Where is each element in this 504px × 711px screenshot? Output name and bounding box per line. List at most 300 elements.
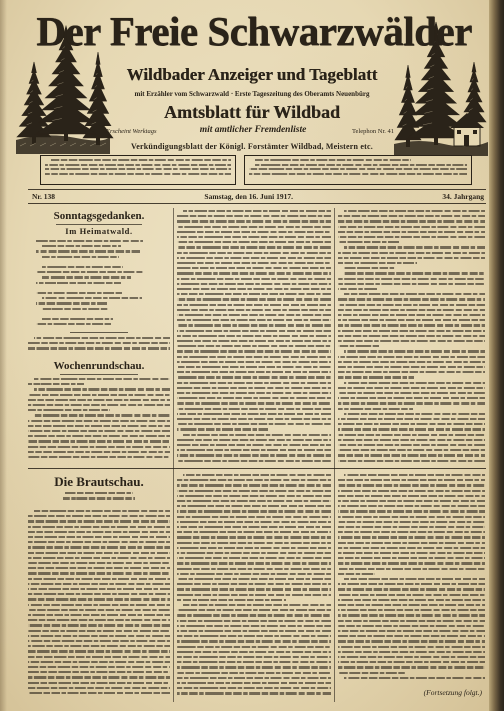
text-line bbox=[177, 516, 331, 518]
text-line bbox=[338, 557, 485, 559]
text-line bbox=[34, 414, 170, 416]
text-line bbox=[28, 624, 170, 626]
text-line bbox=[338, 449, 485, 451]
text-line bbox=[28, 425, 170, 427]
text-line bbox=[177, 392, 331, 394]
text-line bbox=[255, 159, 411, 161]
text-line bbox=[338, 666, 485, 668]
text-line bbox=[42, 276, 131, 278]
text-line bbox=[177, 625, 331, 627]
text-line bbox=[338, 516, 485, 518]
text-line bbox=[338, 583, 485, 585]
text-line bbox=[177, 661, 331, 663]
text-line bbox=[177, 423, 331, 425]
text-line bbox=[338, 428, 485, 430]
article-text bbox=[28, 337, 170, 357]
dateline-rule-bottom bbox=[28, 203, 486, 204]
text-line bbox=[183, 434, 331, 436]
wochenrundschau-heading: Wochenrundschau. bbox=[53, 360, 145, 372]
text-line bbox=[338, 392, 485, 394]
text-line bbox=[177, 272, 331, 274]
text-line bbox=[177, 620, 331, 622]
text-line bbox=[28, 578, 170, 580]
text-line bbox=[338, 588, 485, 590]
text-line bbox=[177, 588, 331, 590]
text-line bbox=[28, 562, 170, 564]
text-line bbox=[177, 526, 331, 528]
text-line bbox=[338, 635, 485, 637]
text-line bbox=[177, 666, 331, 668]
text-line bbox=[338, 609, 485, 611]
text-line bbox=[28, 619, 170, 621]
text-line bbox=[28, 609, 170, 611]
text-line bbox=[177, 536, 331, 538]
text-line bbox=[28, 645, 170, 647]
article-text bbox=[338, 210, 485, 466]
newspaper-subtitle: Wildbader Anzeiger und Tageblatt bbox=[126, 65, 378, 84]
heading-rule bbox=[60, 374, 138, 375]
text-line bbox=[177, 682, 331, 684]
volume-number: 34. Jahrgang bbox=[442, 192, 484, 201]
text-line bbox=[177, 547, 331, 549]
text-line bbox=[338, 625, 485, 627]
text-line bbox=[338, 547, 485, 549]
text-line bbox=[28, 682, 170, 684]
text-line bbox=[338, 505, 485, 507]
text-line bbox=[177, 350, 331, 352]
text-line bbox=[338, 594, 485, 596]
text-line bbox=[28, 661, 170, 663]
text-line bbox=[177, 651, 331, 653]
text-line bbox=[338, 298, 485, 300]
text-line bbox=[34, 378, 170, 380]
text-line bbox=[338, 215, 485, 217]
text-line bbox=[177, 635, 331, 637]
text-line bbox=[338, 304, 485, 306]
text-line bbox=[338, 521, 485, 523]
official-gazette-subtitle: mit amtlicher Fremdenliste bbox=[199, 125, 307, 135]
official-gazette-title: Amtsblatt für Wildbad bbox=[163, 102, 341, 122]
text-line bbox=[28, 671, 170, 673]
telephone-number: Telephon Nr. 41 bbox=[352, 128, 394, 135]
text-line bbox=[177, 542, 331, 544]
article-text bbox=[177, 210, 331, 466]
text-line bbox=[28, 435, 170, 437]
story-text bbox=[28, 510, 170, 702]
text-line bbox=[36, 271, 143, 273]
text-line bbox=[338, 500, 485, 502]
text-line bbox=[177, 449, 331, 451]
brautschau-heading: Die Brautschau. bbox=[54, 474, 144, 489]
text-line bbox=[177, 382, 331, 384]
text-line bbox=[338, 510, 485, 512]
text-line bbox=[177, 231, 331, 233]
text-line bbox=[338, 283, 485, 285]
text-line bbox=[338, 366, 485, 368]
text-line bbox=[177, 345, 331, 347]
text-line bbox=[28, 541, 170, 543]
text-line bbox=[177, 366, 331, 368]
text-line bbox=[338, 335, 485, 337]
text-line bbox=[177, 408, 331, 410]
text-line bbox=[177, 454, 331, 456]
text-line bbox=[338, 226, 485, 228]
text-line bbox=[338, 614, 485, 616]
text-line bbox=[45, 164, 231, 166]
text-line bbox=[338, 257, 485, 259]
text-line bbox=[344, 382, 485, 384]
text-line bbox=[28, 583, 170, 585]
text-line bbox=[177, 236, 331, 238]
text-line bbox=[28, 630, 170, 632]
text-line bbox=[177, 439, 331, 441]
text-line bbox=[36, 323, 111, 325]
text-line bbox=[28, 430, 170, 432]
text-line bbox=[338, 646, 485, 648]
text-line bbox=[177, 444, 331, 446]
text-line bbox=[338, 330, 485, 332]
text-line bbox=[28, 347, 170, 349]
page-edge-shadow bbox=[0, 0, 7, 711]
text-line bbox=[177, 215, 331, 217]
text-line bbox=[28, 440, 170, 442]
text-line bbox=[177, 677, 331, 679]
text-line bbox=[177, 252, 331, 254]
text-line bbox=[177, 314, 331, 316]
section-separator bbox=[70, 332, 128, 333]
text-line bbox=[177, 413, 331, 415]
text-line bbox=[177, 495, 331, 497]
text-line bbox=[177, 531, 331, 533]
text-line bbox=[338, 444, 485, 446]
text-line bbox=[338, 552, 485, 554]
text-line bbox=[177, 505, 331, 507]
text-line bbox=[338, 345, 379, 347]
text-line bbox=[28, 557, 170, 559]
text-line bbox=[177, 376, 331, 378]
small-print bbox=[249, 159, 467, 181]
heading-rule bbox=[56, 224, 142, 225]
text-line bbox=[177, 356, 331, 358]
text-line bbox=[177, 692, 331, 694]
text-line bbox=[34, 388, 170, 390]
text-line bbox=[177, 562, 331, 564]
text-line bbox=[177, 319, 331, 321]
text-line bbox=[338, 542, 485, 544]
text-line bbox=[338, 241, 399, 243]
text-line bbox=[338, 651, 485, 653]
text-line bbox=[28, 676, 170, 678]
text-line bbox=[338, 288, 377, 290]
text-line bbox=[338, 640, 485, 642]
text-line bbox=[28, 692, 170, 694]
text-line bbox=[338, 599, 485, 601]
text-line bbox=[338, 484, 485, 486]
text-line bbox=[177, 460, 331, 462]
sonntagsgedanken-heading: Sonntagsgedanken. bbox=[53, 210, 145, 222]
text-line bbox=[338, 531, 485, 533]
text-line bbox=[51, 159, 231, 161]
text-line bbox=[177, 397, 331, 399]
text-line bbox=[28, 656, 170, 658]
text-line bbox=[249, 173, 467, 175]
text-line bbox=[177, 656, 331, 658]
dateline-rule-top bbox=[28, 189, 486, 190]
text-line bbox=[28, 593, 170, 595]
text-line bbox=[338, 252, 485, 254]
text-line bbox=[344, 413, 485, 415]
text-line bbox=[338, 340, 485, 342]
text-line bbox=[28, 394, 170, 396]
text-line bbox=[177, 288, 331, 290]
text-line bbox=[34, 337, 170, 339]
text-line bbox=[45, 168, 231, 170]
text-line bbox=[338, 454, 485, 456]
text-line bbox=[28, 383, 84, 385]
text-line bbox=[338, 397, 485, 399]
text-line bbox=[338, 604, 485, 606]
text-line bbox=[177, 557, 331, 559]
text-line bbox=[338, 278, 485, 280]
text-line bbox=[28, 598, 170, 600]
text-line bbox=[28, 650, 170, 652]
text-line bbox=[28, 420, 170, 422]
text-line bbox=[177, 335, 331, 337]
binding-edge bbox=[489, 0, 504, 711]
text-line bbox=[338, 526, 485, 528]
text-line bbox=[177, 418, 331, 420]
text-line bbox=[338, 661, 485, 663]
issue-number: Nr. 138 bbox=[32, 192, 56, 201]
text-line bbox=[28, 687, 170, 689]
text-line bbox=[177, 583, 331, 585]
text-line bbox=[338, 361, 485, 363]
text-line bbox=[177, 241, 331, 243]
text-line bbox=[183, 604, 331, 606]
dateline bbox=[32, 192, 484, 202]
text-line bbox=[177, 309, 331, 311]
text-line bbox=[28, 409, 110, 411]
text-line bbox=[338, 460, 485, 462]
story-text bbox=[338, 474, 485, 684]
text-line bbox=[177, 283, 331, 285]
text-line bbox=[28, 635, 170, 637]
text-line bbox=[177, 599, 286, 601]
text-line bbox=[42, 308, 108, 310]
text-line bbox=[177, 278, 331, 280]
text-line bbox=[255, 164, 467, 166]
text-line bbox=[177, 298, 331, 300]
column-rule bbox=[173, 208, 174, 702]
text-line bbox=[183, 210, 331, 212]
text-line bbox=[338, 376, 414, 378]
issue-date: Samstag, den 16. Juni 1917. bbox=[204, 192, 293, 201]
feuilleton-rule bbox=[28, 468, 486, 469]
text-line bbox=[177, 387, 331, 389]
text-line bbox=[177, 324, 331, 326]
text-line bbox=[177, 226, 331, 228]
text-line bbox=[249, 168, 467, 170]
text-line bbox=[338, 324, 485, 326]
article-text bbox=[28, 378, 170, 466]
publisher-note: Verkündigungsblatt der Königl. Forstämter Wildbad, Meistern etc. bbox=[131, 142, 373, 151]
text-line bbox=[177, 552, 331, 554]
continued-note: (Fortsetzung folgt.) bbox=[423, 688, 482, 697]
text-line bbox=[338, 620, 485, 622]
text-line bbox=[344, 474, 485, 476]
small-print bbox=[45, 159, 231, 181]
text-line bbox=[28, 515, 170, 517]
text-line bbox=[344, 293, 485, 295]
text-line bbox=[338, 479, 485, 481]
text-line bbox=[177, 646, 331, 648]
text-line bbox=[183, 474, 331, 476]
text-line bbox=[28, 640, 170, 642]
story-byline bbox=[40, 492, 158, 506]
text-line bbox=[177, 428, 268, 430]
text-line bbox=[36, 282, 121, 284]
text-line bbox=[42, 256, 119, 258]
text-line bbox=[338, 408, 413, 410]
text-line bbox=[177, 246, 331, 248]
text-line bbox=[36, 250, 140, 252]
text-line bbox=[28, 456, 170, 458]
text-line bbox=[177, 479, 331, 481]
story-text bbox=[177, 474, 331, 702]
poem-title: Im Heimatwald. bbox=[65, 226, 133, 236]
text-line bbox=[28, 572, 170, 574]
text-line bbox=[177, 594, 331, 596]
text-line bbox=[338, 656, 485, 658]
text-line bbox=[28, 399, 170, 401]
text-line bbox=[177, 371, 331, 373]
text-line bbox=[338, 220, 485, 222]
text-line bbox=[177, 687, 331, 689]
text-line bbox=[344, 677, 485, 679]
text-line bbox=[177, 672, 331, 674]
text-line bbox=[28, 446, 170, 448]
text-line bbox=[36, 240, 143, 242]
text-line bbox=[177, 490, 331, 492]
text-line bbox=[28, 536, 170, 538]
text-line bbox=[36, 302, 107, 304]
text-line bbox=[28, 552, 170, 554]
text-line bbox=[28, 404, 170, 406]
text-line bbox=[344, 350, 485, 352]
poem-text bbox=[34, 240, 166, 330]
text-line bbox=[177, 609, 331, 611]
text-line bbox=[28, 567, 170, 569]
text-line bbox=[344, 210, 485, 212]
text-line bbox=[177, 510, 331, 512]
text-line bbox=[177, 630, 331, 632]
text-line bbox=[338, 672, 405, 674]
text-line bbox=[338, 309, 485, 311]
text-line bbox=[338, 562, 485, 564]
text-line bbox=[28, 520, 170, 522]
text-line bbox=[28, 666, 170, 668]
text-line bbox=[338, 319, 485, 321]
newspaper-tagline: mit Erzähler vom Schwarzwald · Erste Tageszeitung des Oberamts Neuenbürg bbox=[134, 90, 370, 98]
text-line bbox=[338, 402, 485, 404]
text-line bbox=[177, 573, 331, 575]
text-line bbox=[177, 568, 331, 570]
text-line bbox=[338, 536, 485, 538]
text-line bbox=[338, 314, 485, 316]
text-line bbox=[344, 267, 395, 269]
text-line bbox=[28, 342, 170, 344]
text-line bbox=[42, 297, 142, 299]
text-line bbox=[177, 293, 331, 295]
text-line bbox=[338, 262, 417, 264]
newspaper-title: Der Freie Schwarzwälder bbox=[36, 8, 472, 54]
text-line bbox=[28, 526, 170, 528]
text-line bbox=[177, 402, 331, 404]
text-line bbox=[338, 356, 485, 358]
text-line bbox=[177, 257, 331, 259]
text-line bbox=[177, 330, 331, 332]
text-line bbox=[177, 262, 331, 264]
text-line bbox=[28, 588, 170, 590]
text-line bbox=[338, 568, 485, 570]
text-line bbox=[344, 272, 485, 274]
text-line bbox=[177, 267, 331, 269]
text-line bbox=[177, 220, 331, 222]
text-line bbox=[28, 531, 170, 533]
text-line bbox=[177, 640, 331, 642]
text-line bbox=[42, 318, 113, 320]
text-line bbox=[338, 423, 485, 425]
text-line bbox=[177, 361, 331, 363]
text-line bbox=[338, 231, 485, 233]
text-line bbox=[338, 439, 485, 441]
text-line bbox=[344, 578, 485, 580]
text-line bbox=[177, 340, 331, 342]
text-line bbox=[28, 451, 170, 453]
text-line bbox=[177, 500, 331, 502]
text-line bbox=[338, 434, 485, 436]
text-line bbox=[177, 304, 331, 306]
text-line bbox=[28, 546, 170, 548]
text-line bbox=[338, 495, 485, 497]
text-line bbox=[65, 492, 133, 494]
text-line bbox=[338, 573, 375, 575]
column-rule bbox=[334, 208, 335, 702]
text-line bbox=[177, 521, 331, 523]
text-line bbox=[42, 266, 123, 268]
text-line bbox=[36, 292, 122, 294]
text-line bbox=[45, 173, 231, 175]
text-line bbox=[338, 371, 485, 373]
text-line bbox=[34, 510, 170, 512]
text-line bbox=[177, 614, 331, 616]
text-line bbox=[42, 245, 121, 247]
publication-frequency: Erscheint Werktags bbox=[106, 128, 157, 135]
subscription-info-box bbox=[40, 155, 236, 185]
text-line bbox=[338, 630, 485, 632]
advertising-info-box bbox=[244, 155, 472, 185]
text-line bbox=[338, 490, 485, 492]
text-line bbox=[28, 614, 170, 616]
text-line bbox=[338, 387, 485, 389]
text-line bbox=[28, 604, 170, 606]
text-line bbox=[177, 578, 331, 580]
text-line bbox=[338, 418, 485, 420]
text-line bbox=[344, 246, 485, 248]
text-line bbox=[177, 484, 331, 486]
text-line bbox=[338, 236, 485, 238]
text-line bbox=[63, 497, 135, 499]
